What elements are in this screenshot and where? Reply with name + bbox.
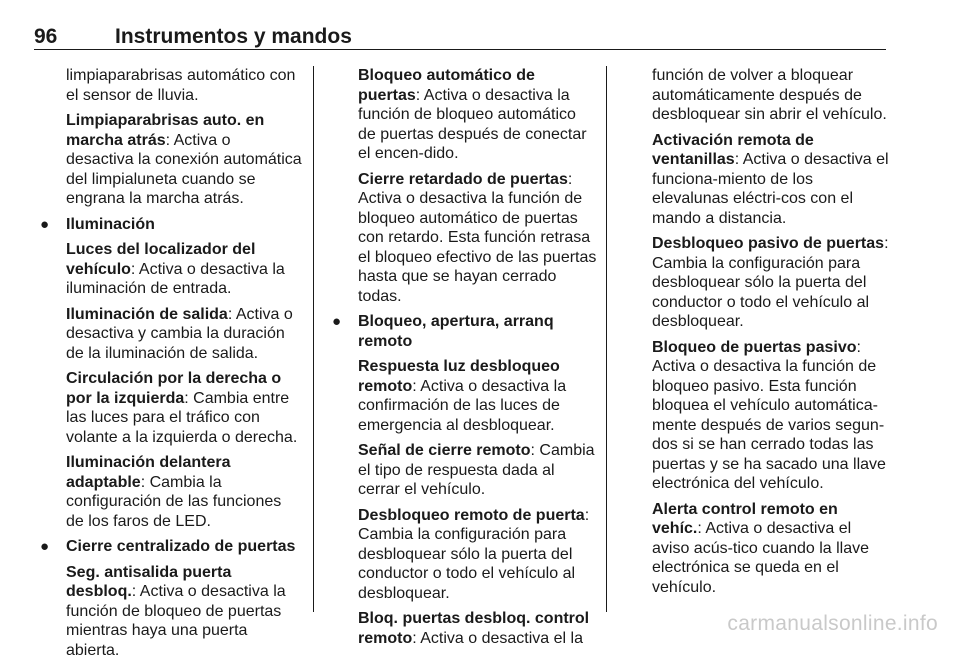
bullet-heading: ● Bloqueo, apertura, arranq remoto bbox=[332, 313, 554, 350]
setting-item bbox=[652, 234, 892, 332]
setting-item bbox=[358, 609, 598, 648]
setting-item bbox=[66, 240, 302, 299]
setting-term: Luces del localizador del vehículo bbox=[66, 241, 256, 278]
setting-item bbox=[66, 305, 302, 364]
setting-term: Limpiaparabrisas auto. en marcha atrás bbox=[66, 112, 265, 149]
watermark: carmanualsonline.info bbox=[727, 612, 938, 635]
setting-term: Alerta control remoto en vehíc. bbox=[652, 500, 838, 537]
setting-description: : Cambia entre las luces para el tráfico con volante a la izquierda o derecha. bbox=[66, 389, 298, 446]
column-divider-1 bbox=[313, 66, 314, 612]
setting-description: : Activa o desactiva el aviso acús-tico cuando la llave electrónica se queda en el vehículo. bbox=[652, 520, 870, 596]
setting-description: : Activa o desactiva la confirmación de las luces de emergencia al desbloquear. bbox=[358, 377, 567, 434]
setting-description: : Cambia la configuración para desbloquear sólo la puerta del conductor o todo el vehículo al desbloquear. bbox=[358, 506, 590, 602]
setting-description: : Activa o desactiva la función de bloqueo automático de puertas con retardo. Esta función retrasa el bloqueo efectivo de las puertas hasta que se hayan cerrado todas. bbox=[358, 170, 597, 305]
setting-item bbox=[66, 111, 302, 209]
header-rule bbox=[34, 49, 886, 50]
setting-item bbox=[358, 357, 598, 435]
column-divider-2 bbox=[606, 66, 607, 612]
setting-item bbox=[66, 369, 302, 447]
setting-term: Circulación por la derecha o por la izquierda bbox=[66, 370, 282, 407]
setting-term: Seg. antisalida puerta desbloq. bbox=[66, 563, 232, 600]
setting-description: : Activa o desactiva la función de bloqueo de puertas mientras haya una puerta abierta. bbox=[66, 583, 286, 659]
bullet-icon: ● bbox=[40, 215, 50, 233]
setting-description: : Activa o desactiva el la bbox=[412, 629, 583, 647]
paragraph: función de volver a bloquear automáticamente después de desbloquear sin abrir el vehículo. bbox=[652, 67, 887, 123]
setting-item bbox=[66, 563, 302, 661]
setting-description: : Cambia la configuración para desbloquear sólo la puerta del conductor o todo el vehículo al desbloquear. bbox=[652, 235, 889, 330]
setting-term: Bloq. puertas desbloq. control remoto bbox=[358, 610, 590, 647]
setting-item bbox=[358, 66, 598, 164]
setting-description: : Activa o desactiva el funciona-miento de los elevalunas eléctri-cos con el mando a distancia. bbox=[652, 151, 889, 227]
setting-term: Iluminación delantera adaptable bbox=[66, 454, 231, 491]
setting-term: Desbloqueo remoto de puerta bbox=[358, 506, 585, 524]
bullet-heading: ● Iluminación bbox=[40, 215, 155, 233]
bullet-icon: ● bbox=[40, 538, 50, 555]
setting-term: Bloqueo automático de puertas bbox=[358, 67, 535, 104]
setting-item bbox=[66, 453, 302, 531]
bullet-icon: ● bbox=[332, 313, 342, 330]
setting-term: Bloqueo de puertas pasivo bbox=[652, 338, 857, 356]
setting-description: : Activa o desactiva la función de bloqueo pasivo. Esta función bloquea el vehículo automática-mente después de varios segun-dos si se han cerrado todas las puertas y se ha sacado una llave electrónica del vehículo. bbox=[652, 338, 886, 492]
page-header bbox=[34, 26, 886, 48]
setting-description: : Cambia la configuración de las funciones de los faros de LED. bbox=[66, 473, 282, 530]
setting-description: : Activa o desactiva la iluminación de entrada. bbox=[66, 260, 285, 297]
setting-description: : Activa o desactiva la función de bloqueo automático de puertas después de conectar el encen-dido. bbox=[358, 86, 587, 162]
chapter-title: Instrumentos y mandos bbox=[115, 25, 352, 48]
page-number: 96 bbox=[34, 25, 58, 48]
setting-description: : Activa o desactiva y cambia la duración de la iluminación de salida. bbox=[66, 305, 293, 362]
setting-term: Respuesta luz desbloqueo remoto bbox=[358, 358, 560, 395]
setting-description: : Cambia el tipo de respuesta dada al cerrar el vehículo. bbox=[358, 442, 595, 498]
setting-item bbox=[358, 441, 598, 500]
setting-term: Señal de cierre remoto bbox=[358, 442, 531, 459]
setting-term: Cierre retardado de puertas bbox=[358, 170, 568, 188]
setting-item bbox=[358, 506, 598, 604]
column-3 bbox=[652, 66, 892, 603]
setting-term: Iluminación de salida bbox=[66, 305, 228, 323]
setting-description: : Activa o desactiva la conexión automática del limpialuneta cuando se engrana la marcha atrás. bbox=[66, 131, 302, 207]
setting-item bbox=[652, 131, 892, 229]
setting-term: Activación remota de ventanillas bbox=[652, 131, 814, 168]
column-2 bbox=[332, 66, 598, 654]
setting-item bbox=[652, 500, 892, 598]
setting-item bbox=[652, 338, 892, 494]
setting-item bbox=[358, 170, 598, 307]
bullet-heading: ● Cierre centralizado de puertas bbox=[40, 538, 296, 555]
paragraph: limpiaparabrisas automático con el sensor de lluvia. bbox=[66, 67, 296, 104]
column-1 bbox=[40, 66, 302, 666]
setting-term: Desbloqueo pasivo de puertas bbox=[652, 235, 885, 252]
